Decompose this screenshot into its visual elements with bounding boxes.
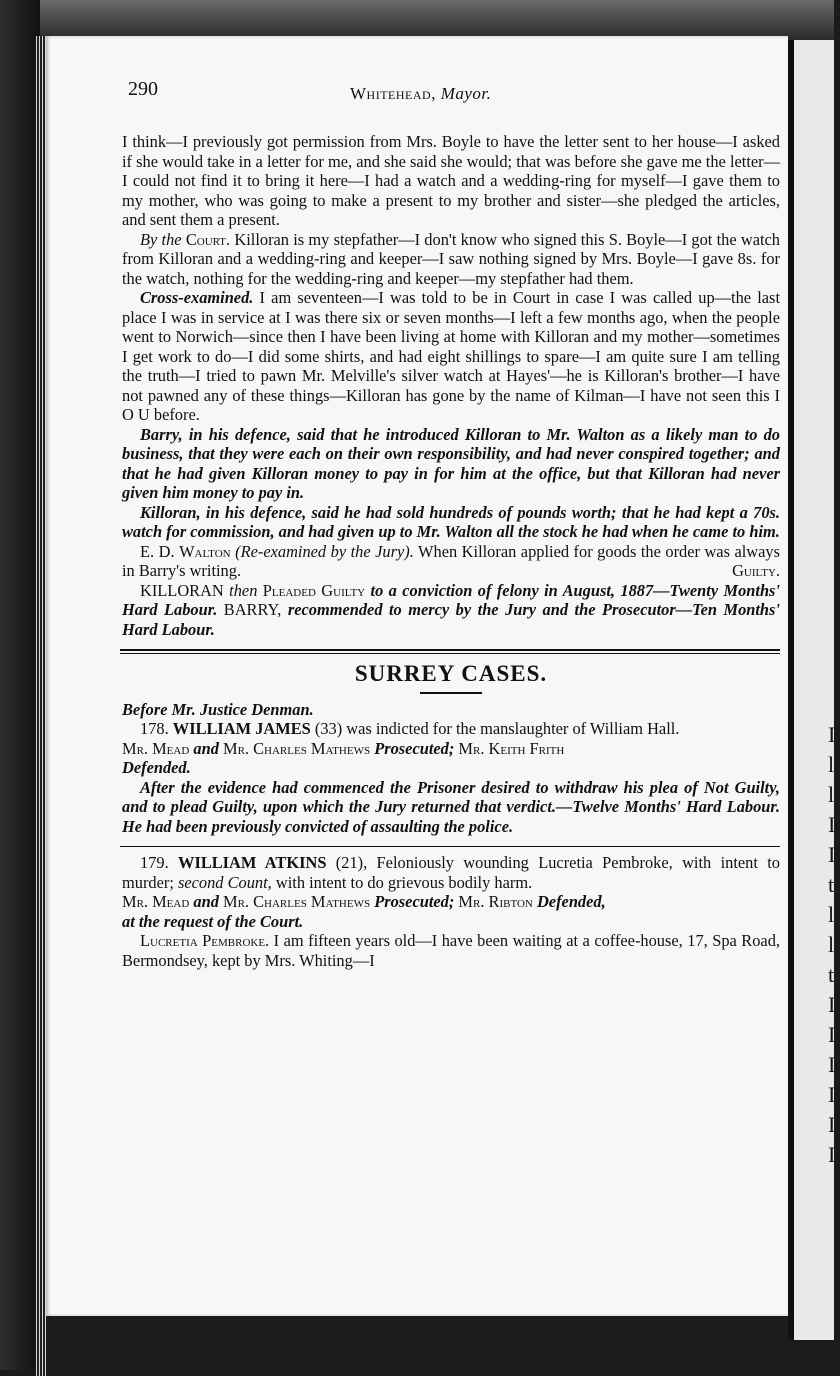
book-page: [46, 36, 788, 1316]
title-rule: [420, 692, 482, 694]
facing-page-letter: I: [828, 992, 836, 1017]
walton-reexamination: E. D. Walton (Re-examined by the Jury). When Killoran applied for goods the order was always in Barry's writing. Guilty.: [122, 541, 780, 580]
section-divider: [120, 649, 780, 654]
facing-page-letter: l: [828, 902, 835, 927]
case-179-testimony: Lucretia Pembroke. I am fifteen years old—I have been waiting at a coffee-house, 17, Spa Road, Bermondsey, kept by Mrs. Whiting—I: [122, 931, 780, 970]
facing-page-letter: I: [828, 722, 836, 747]
case-179-request: at the request of the Court.: [122, 911, 304, 931]
facing-page-letter: t: [828, 872, 835, 897]
facing-page-letter: t: [828, 962, 835, 987]
running-title: Whitehead, Mayor.: [350, 84, 492, 103]
facing-page-letters: [828, 720, 840, 1170]
sentence-paragraph: KILLORAN then Pleaded Guilty to a conviction of felony in August, 1887—Twenty Months' Hard Labour. BARRY, recommended to mercy by the Jury and the Prosecutor—Ten Months' Hard Labour.: [122, 580, 780, 639]
judge-line: Before Mr. Justice Denman.: [122, 699, 314, 719]
case-178-defended: Defended.: [122, 758, 191, 777]
facing-page-letter: I: [828, 1082, 836, 1107]
court-paragraph: By the Court. Killoran is my stepfather—I don't know who signed this S. Boyle—I got the watch from Killoran and a wedding-ring and keeper—I saw nothing signed by Mrs. Boyle—I gave 8s. for the watch, nothing for the wedding-ring and keeper—my stepfather had them.: [122, 229, 780, 288]
facing-page-letter: I: [828, 1112, 836, 1137]
facing-page-letter: l: [828, 782, 835, 807]
facing-page-letter: I: [828, 812, 836, 837]
page-header: [128, 78, 728, 108]
facing-page-letter: l: [828, 932, 835, 957]
killoran-defence: Killoran, in his defence, said he had sold hundreds of pounds worth; that he had kept a 70s. watch for commission, and had given up to Mr. Walton all the stock he had when he came to him.: [122, 502, 780, 541]
case-179-heading: 179. WILLIAM ATKINS (21), Feloniously wounding Lucretia Pembroke, with intent to murder; second Count, with intent to do grievous bodily harm.: [122, 853, 780, 892]
case-178-note: After the evidence had commenced the Prisoner desired to withdraw his plea of Not Guilty, and to plead Guilty, upon which the Jury returned that verdict.—Twelve Months' Hard Labour. He had been previously convicted of assaulting the police.: [122, 777, 780, 836]
case-178-counsel: Mr. Mead and Mr. Charles Mathews Prosecuted; Mr. Keith Frith: [122, 738, 565, 758]
section-title: SURREY CASES.: [354, 661, 548, 686]
book-spine: [36, 36, 46, 1376]
page-number: 290: [128, 78, 158, 100]
page-body: [122, 132, 780, 970]
verdict: Guilty.: [732, 561, 780, 580]
scan-left-edge: [0, 0, 40, 1370]
testimony-paragraph: I think—I previously got permission from Mrs. Boyle to have the letter sent to her house—I asked if she would take in a letter for me, and she said she would; that was before she gave me the letter—I could not find it to bring it here—I had a watch and a wedding-ring for myself—I gave them to my mother, who was going to make a present to my brother and sister—she pledged the articles, and sent them a present.: [122, 132, 780, 229]
barry-defence: Barry, in his defence, said that he introduced Killoran to Mr. Walton as a likely man to do business, that they were each on their own responsibility, and had never conspired together; and that he had given Killoran money to pay in for him at the office, but that Killoran had never given him money to pay in.: [122, 424, 780, 502]
scan-top-edge: [0, 0, 834, 40]
facing-page-letter: I: [828, 1052, 836, 1077]
case-179-counsel: Mr. Mead and Mr. Charles Mathews Prosecuted; Mr. Ribton Defended,: [122, 892, 606, 911]
facing-page-letter: I: [828, 1022, 836, 1047]
facing-page-letter: I: [828, 1142, 836, 1167]
case-178-heading: 178. WILLIAM JAMES (33) was indicted for the manslaughter of William Hall.: [140, 719, 680, 738]
cross-examination-paragraph: Cross-examined. I am seventeen—I was told to be in Court in case I was called up—the last place I was in service at I was there six or seven months—I left a few months ago, when the people went to Norwich—since then I have been living at home with Killoran and my mother—sometimes I get work to do—I did some shirts, and had eight shillings to spare—I am quite sure I am telling the truth—I tried to pawn Mr. Melville's silver watch at Hayes'—he is Killoran's brother—I have not pawned any of these things—Killoran has gone by the name of Kilman—I have not seen this I O U before.: [122, 288, 780, 424]
facing-page-letter: I: [828, 842, 836, 867]
facing-page-letter: l: [828, 752, 835, 777]
